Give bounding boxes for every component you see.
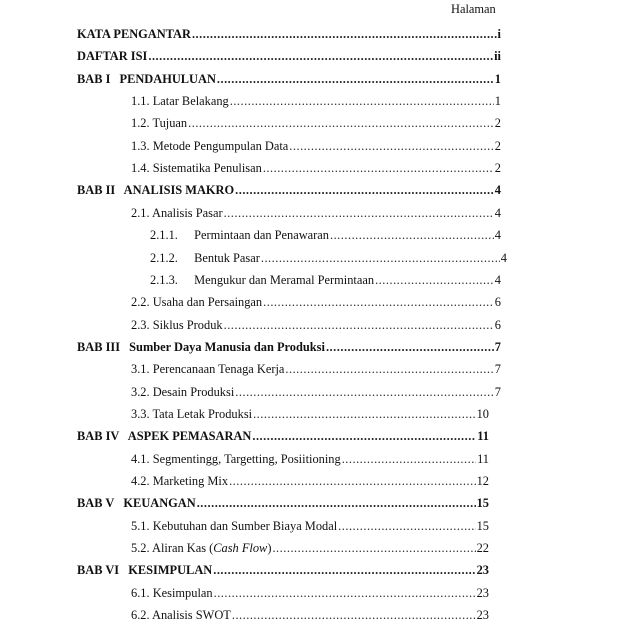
toc-entry-title: [131, 138, 288, 154]
toc-entry-text: Siklus Produk: [152, 317, 223, 332]
toc-entry-number: BAB I: [77, 71, 111, 86]
toc-entry-title: [131, 294, 262, 310]
toc-page-number: 4: [494, 183, 501, 198]
toc-chapter-row[interactable]: [77, 26, 501, 42]
toc-section-row[interactable]: [150, 250, 507, 266]
toc-entry-number: 2.1.3.: [150, 272, 178, 287]
toc-page-number: 23: [476, 563, 489, 578]
toc-page-number: 2: [494, 138, 501, 153]
dot-leader: [285, 361, 493, 377]
toc-entry-text: Usaha dan Persaingan: [152, 295, 263, 310]
toc-entry-text: Marketing Mix: [152, 474, 229, 488]
toc-section-row[interactable]: [131, 317, 501, 333]
toc-entry-number: BAB V: [77, 496, 115, 511]
toc-section-row[interactable]: [131, 540, 489, 556]
toc-entry-text: Segmentingg, Targetting, Posiitioning: [152, 451, 341, 466]
toc-page-number: 15: [476, 518, 489, 533]
toc-page-number: 22: [476, 541, 489, 556]
toc-section-row[interactable]: [150, 227, 501, 243]
toc-entry-title: [77, 428, 251, 444]
toc-page-number: 1: [494, 71, 501, 86]
toc-entry-title: [131, 205, 223, 221]
toc-entry-number: BAB VI: [77, 563, 120, 578]
dot-leader: [330, 227, 494, 243]
toc-entry-number: 1.3.: [131, 138, 150, 153]
toc-entry-text: Sumber Daya Manusia dan Produksi: [129, 339, 325, 354]
toc-section-row[interactable]: [131, 294, 501, 310]
toc-page-number: ii: [494, 49, 501, 64]
dot-leader: [213, 562, 475, 578]
toc-page-number: 7: [494, 339, 501, 354]
toc-entry-number: 1.1.: [131, 94, 150, 109]
toc-entry-title: [131, 540, 271, 556]
toc-chapter-row[interactable]: [77, 562, 489, 578]
toc-section-row[interactable]: [131, 93, 501, 109]
dot-leader: [235, 182, 494, 198]
toc-entry-text: Analisis SWOT: [152, 608, 231, 623]
toc-entry-title: [131, 518, 337, 534]
toc-entry-text: KATA PENGANTAR: [77, 27, 191, 41]
toc-page-number: 6: [494, 317, 501, 332]
toc-entry-text: DAFTAR ISI: [77, 49, 148, 64]
toc-entry-title: [150, 250, 260, 266]
toc-page-number: 2: [494, 116, 501, 131]
toc-entry-title: [77, 495, 196, 511]
toc-entry-number: 1.4.: [131, 161, 150, 176]
toc-section-row[interactable]: [131, 138, 501, 154]
toc-entry-title: [131, 115, 187, 131]
dot-leader: [217, 71, 494, 87]
toc-section-row[interactable]: [131, 518, 489, 534]
toc-entry-text: Tujuan: [152, 116, 188, 131]
toc-chapter-row[interactable]: [77, 48, 501, 64]
toc-section-row[interactable]: [131, 205, 501, 221]
dot-leader: [375, 272, 494, 288]
toc-entry-number: BAB IV: [77, 429, 120, 444]
dot-leader: [197, 495, 476, 511]
toc-entry-text: ANALISIS MAKRO: [123, 183, 235, 198]
toc-entry-title: [77, 182, 234, 198]
dot-leader: [342, 451, 476, 467]
toc-entry-title: [131, 473, 228, 489]
dot-leader: [232, 607, 476, 623]
toc-page-number: 23: [476, 608, 489, 623]
toc-entry-title: [131, 361, 284, 377]
toc-entry-number: 6.1.: [131, 585, 150, 600]
toc-section-row[interactable]: [131, 406, 489, 422]
dot-leader: [272, 540, 475, 556]
toc-entry-text: Latar Belakang: [152, 94, 229, 109]
toc-entry-text-after: ): [267, 541, 272, 556]
toc-page-number: 6: [494, 295, 501, 310]
toc-page-number: 4: [500, 250, 507, 265]
toc-entry-text: Perencanaan Tenaga Kerja: [152, 362, 285, 377]
toc-section-row[interactable]: [131, 451, 489, 467]
toc-chapter-row[interactable]: [77, 495, 489, 511]
dot-leader: [229, 473, 476, 489]
toc-page-number: 15: [476, 496, 489, 511]
toc-page-number: 11: [477, 451, 489, 466]
toc-entry-number: BAB III: [77, 339, 121, 354]
toc-page-number: 23: [476, 585, 489, 600]
toc-entry-text: Analisis Pasar: [152, 205, 223, 220]
dot-leader: [261, 250, 500, 266]
dot-leader: [188, 115, 494, 131]
dot-leader: [148, 48, 493, 64]
dot-leader: [253, 406, 476, 422]
toc-entry-text: Kesimpulan: [152, 585, 213, 600]
toc-entry-number: 6.2.: [131, 608, 150, 623]
toc-entry-text: Desain Produksi: [152, 384, 235, 399]
toc-entry-text: KESIMPULAN: [128, 563, 213, 578]
toc-entry-text: PENDAHULUAN: [119, 71, 216, 86]
toc-entry-text: KEUANGAN: [123, 496, 196, 511]
toc-chapter-row[interactable]: [77, 339, 501, 355]
dot-leader: [289, 138, 494, 154]
toc-entry-number: 1.2.: [131, 116, 150, 131]
toc-entry-number: 4.1.: [131, 451, 150, 466]
toc-entry-number: 2.2.: [131, 295, 150, 310]
toc-entry-title: [131, 607, 231, 623]
toc-entry-title: [77, 26, 191, 42]
toc-page-number: 2: [494, 161, 501, 176]
toc-entry-number: 5.1.: [131, 518, 150, 533]
dot-leader: [192, 26, 497, 42]
toc-page-number: 7: [494, 362, 501, 377]
toc-page-number: 12: [476, 474, 489, 488]
toc-entry-title: [77, 339, 325, 355]
toc-entry-text: Aliran Kas (: [152, 541, 214, 556]
toc-entry-number: 3.2.: [131, 384, 150, 399]
dot-leader: [235, 384, 494, 400]
toc-entry-italic-text: Cash Flow: [213, 541, 268, 556]
toc-page-number: 10: [476, 406, 489, 421]
toc-entry-text: Permintaan dan Penawaran: [194, 228, 329, 243]
toc-section-row[interactable]: [131, 473, 489, 489]
toc-section-row[interactable]: [150, 272, 501, 288]
toc-entry-text: Kebutuhan dan Sumber Biaya Modal: [152, 518, 338, 533]
toc-chapter-row[interactable]: [77, 428, 489, 444]
toc-chapter-row[interactable]: [77, 182, 501, 198]
toc-entry-number: 3.1.: [131, 362, 150, 377]
toc-entry-title: [131, 93, 229, 109]
dot-leader: [224, 317, 494, 333]
toc-entry-title: [77, 71, 216, 87]
dot-leader: [326, 339, 494, 355]
toc-entry-text: Bentuk Pasar: [194, 250, 260, 265]
toc-entry-title: [150, 272, 374, 288]
toc-page-number: 7: [494, 384, 501, 399]
toc-entry-text: Sistematika Penulisan: [152, 161, 262, 176]
toc-entry-text: Tata Letak Produksi: [152, 406, 253, 421]
toc-entry-number: BAB II: [77, 183, 116, 198]
toc-entry-number: 2.3.: [131, 317, 150, 332]
toc-page-number: 4: [494, 228, 501, 243]
dot-leader: [224, 205, 494, 221]
toc-section-row[interactable]: [131, 585, 489, 601]
toc-entry-number: 5.2.: [131, 541, 150, 556]
toc-chapter-row[interactable]: [77, 71, 501, 87]
toc-entry-number: 2.1.1.: [150, 228, 178, 243]
toc-entry-title: [131, 406, 252, 422]
dot-leader: [252, 428, 476, 444]
toc-section-row[interactable]: [131, 160, 501, 176]
toc-entry-text: ASPEK PEMASARAN: [127, 429, 252, 444]
toc-entry-text: Metode Pengumpulan Data: [152, 138, 289, 153]
toc-entry-number: 2.1.2.: [150, 250, 178, 265]
toc-section-row[interactable]: [131, 607, 489, 623]
toc-entry-title: [131, 384, 234, 400]
toc-section-row[interactable]: [131, 361, 501, 377]
toc-entry-title: [131, 451, 341, 467]
toc-page-number: 4: [494, 205, 501, 220]
toc-page-number: 11: [477, 429, 489, 444]
dot-leader: [263, 294, 494, 310]
toc-entry-title: [77, 562, 212, 578]
dot-leader: [230, 93, 494, 109]
toc-page-number: 1: [494, 94, 501, 109]
toc-entry-number: 2.1.: [131, 205, 150, 220]
page-column-header: Halaman: [451, 2, 496, 16]
toc-entry-title: [150, 227, 329, 243]
dot-leader: [263, 160, 494, 176]
dot-leader: [338, 518, 475, 534]
toc-section-row[interactable]: [131, 384, 501, 400]
toc-entry-title: [131, 160, 262, 176]
toc-page-number: i: [497, 27, 501, 41]
dot-leader: [214, 585, 476, 601]
toc-entry-title: [131, 585, 213, 601]
toc-entry-number: 3.3.: [131, 406, 150, 421]
toc-section-row[interactable]: [131, 115, 501, 131]
toc-entry-title: [77, 48, 147, 64]
toc-page-number: 4: [494, 272, 501, 287]
toc-entry-title: [131, 317, 223, 333]
toc-entry-number: 4.2.: [131, 474, 150, 488]
toc-entry-text: Mengukur dan Meramal Permintaan: [194, 272, 375, 287]
